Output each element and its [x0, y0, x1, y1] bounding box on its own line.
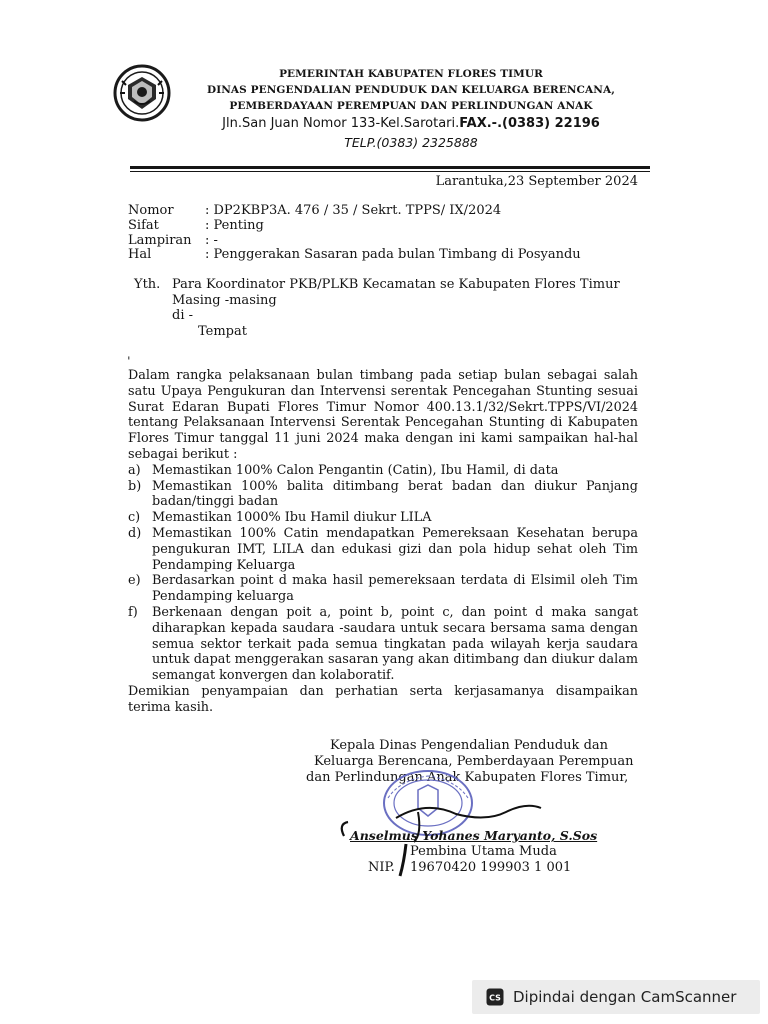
letterhead-address	[176, 114, 646, 134]
svg-text:CS: CS	[489, 993, 501, 1003]
letter-meta	[128, 204, 581, 263]
recipient-block	[134, 277, 620, 339]
letterhead-rule-thin	[130, 171, 650, 172]
point-text: Memastikan 1000% Ibu Hamil diukur LILA	[152, 510, 432, 526]
letterhead	[176, 66, 646, 152]
letterhead-agency-cont: PEMBERDAYAAN PEREMPUAN DAN PERLINDUNGAN ANAK	[229, 100, 593, 112]
list-item	[128, 463, 638, 479]
address-text: Jln.San Juan Nomor 133-Kel.Sarotari.	[222, 116, 460, 131]
meta-row-lampiran	[128, 234, 581, 249]
meta-value: : Penting	[205, 217, 264, 233]
letterhead-rule-thick	[130, 166, 650, 169]
meta-value: : -	[205, 232, 218, 248]
list-item	[128, 510, 638, 526]
nip-value: 19670420 199903 1 001	[410, 860, 572, 875]
point-text: Memastikan 100% balita ditimbang berat badan dan diukur Panjang badan/tinggi badan	[152, 478, 638, 510]
meta-value: : DP2KBP3A. 476 / 35 / Sekrt. TPPS/ IX/2024	[205, 203, 502, 218]
point-label: e)	[128, 573, 141, 589]
point-label: b)	[128, 478, 142, 494]
letterhead-agency: DINAS PENGENDALIAN PENDUDUK DAN KELUARGA BERENCANA,	[207, 84, 615, 96]
point-text: Berdasarkan point d maka hasil pemereksaan terdata di Elsimil oleh Tim Pendamping keluarga	[152, 573, 638, 605]
letterhead-government: PEMERINTAH KABUPATEN FLORES TIMUR	[279, 68, 543, 80]
point-label: d)	[128, 525, 142, 541]
signature-title-line-2: Keluarga Berencana, Pemberdayaan Perempuan	[314, 754, 634, 769]
camscanner-icon	[486, 988, 504, 1006]
recipient-name: Para Koordinator PKB/PLKB Kecamatan se Kabupaten Flores Timur	[172, 277, 620, 292]
camscanner-badge	[472, 980, 760, 1014]
signatory-name: Anselmus Yohanes Maryanto, S.Sos	[350, 828, 598, 843]
signatory-nip	[368, 860, 571, 875]
meta-label: Hal	[128, 247, 152, 263]
signature-title-line-1: Kepala Dinas Pengendalian Penduduk dan	[330, 738, 609, 753]
nip-label: NIP.	[368, 860, 395, 875]
recipient-label: Yth.	[134, 277, 161, 292]
regency-emblem-icon	[112, 63, 172, 123]
stray-mark: ˌ	[127, 347, 131, 362]
meta-label: Sifat	[128, 217, 159, 233]
letter-body	[128, 368, 638, 716]
list-item	[128, 479, 638, 511]
letterhead-telp: TELP.(0383) 2325888	[344, 135, 478, 150]
meta-row-sifat	[128, 219, 581, 234]
point-label: f)	[128, 604, 138, 620]
point-text: Memastikan 100% Catin mendapatkan Pemereksaan Kesehatan berupa pengukuran IMT, LILA dan edukasi gizi dan pola hidup sehat oleh Tim Pendamping Keluarga	[152, 525, 638, 573]
letter-date: Larantuka,23 September 2024	[435, 174, 638, 189]
recipient-line-2: Masing -masing	[172, 292, 277, 308]
list-item	[128, 573, 638, 605]
point-text: Berkenaan dengan poit a, point b, point c, dan point d maka sangat diharapkan kepada saudara -saudara untuk secara bersama sama dengan semua sektor terkait pada semua tingkatan pada wilayah kerja saudara untuk dapat menggerakan sasaran yang akan ditimbang dan diukur dalam semangat konvergen dan kolaboratif.	[152, 604, 638, 684]
point-label: c)	[128, 510, 141, 526]
recipient-line-1	[134, 277, 620, 293]
camscanner-text: Dipindai dengan CamScanner	[513, 988, 737, 1006]
list-item	[128, 605, 638, 684]
meta-value: : Penggerakan Sasaran pada bulan Timbang di Posyandu	[205, 247, 581, 263]
meta-label: Lampiran	[128, 232, 192, 248]
intro-paragraph: Dalam rangka pelaksanaan bulan timbang pada setiap bulan sebagai salah satu Upaya Pengukuran dan Intervensi serentak Pencegahan Stunting sesuai Surat Edaran Bupati Flores Timur Nomor 400.13.1/32/Sekrt.TPPS/VI/2024 tentang Pelaksanaan Intervensi Serentak Pencegahan Stunting di Kabupaten Flores Timur tanggal 11 juni 2024 maka dengan ini kami sampaikan hal-hal sebagai berikut :	[128, 368, 638, 462]
closing-paragraph: Demikian penyampaian dan perhatian serta kerjasamanya disampaikan terima kasih.	[128, 683, 638, 715]
point-text: Memastikan 100% Calon Pengantin (Catin), Ibu Hamil, di data	[152, 462, 559, 478]
point-label: a)	[128, 462, 141, 478]
recipient-line-3: di -	[172, 308, 194, 323]
signatory-rank: Pembina Utama Muda	[410, 844, 557, 859]
fax-number: FAX.-.(0383) 22196	[459, 116, 600, 131]
list-item	[128, 526, 638, 573]
meta-row-hal	[128, 248, 581, 263]
recipient-line-4: Tempat	[198, 323, 247, 339]
points-list	[128, 463, 638, 684]
meta-row-nomor	[128, 204, 581, 219]
meta-label: Nomor	[128, 203, 174, 218]
signature-title-line-3: dan Perlindungan Anak Kabupaten Flores Timur,	[306, 770, 629, 785]
